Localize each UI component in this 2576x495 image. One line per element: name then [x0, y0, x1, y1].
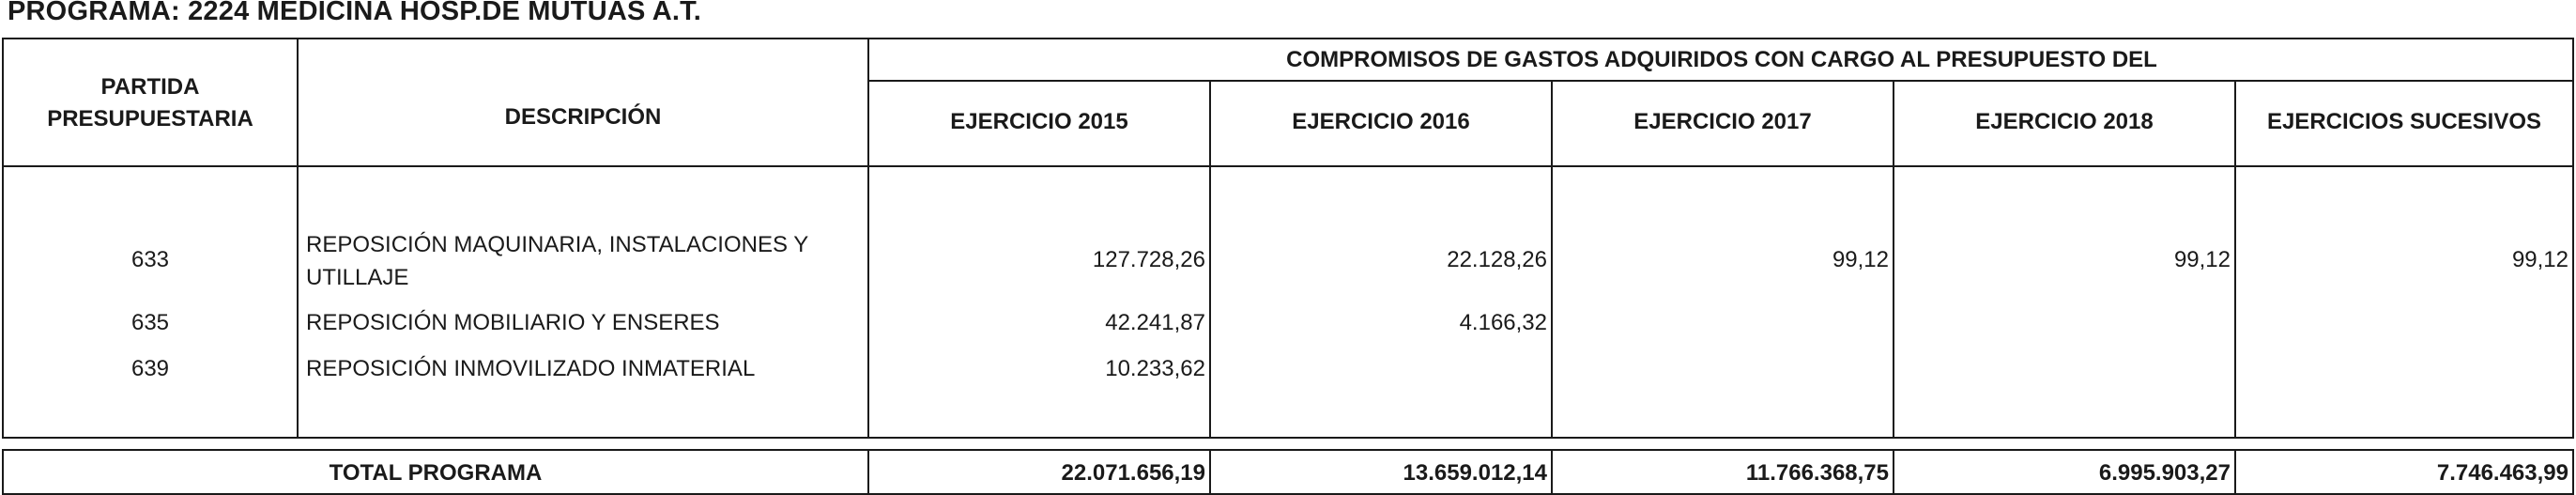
total-val-2015: 22.071.656,19 — [1061, 460, 1205, 486]
row-635-partida: 635 — [130, 310, 170, 335]
row-633-val-2017: 99,12 — [1832, 247, 1889, 272]
row-639-desc: REPOSICIÓN INMOVILIZADO INMATERIAL — [306, 356, 756, 381]
row-635-val-2015: 42.241,87 — [1105, 310, 1205, 335]
total-val-2016: 13.659.012,14 — [1403, 460, 1547, 486]
row-635-val-2016: 4.166,32 — [1459, 310, 1547, 335]
row-633-val-2018: 99,12 — [2173, 247, 2231, 272]
header-bottom-rule — [2, 165, 2574, 167]
row-633-val-2016: 22.128,26 — [1447, 247, 1547, 272]
col-divider — [297, 38, 299, 439]
program-title: PROGRAMA: 2224 MEDICINA HOSP.DE MUTUAS A.T. — [8, 0, 702, 26]
header-subrule — [867, 80, 2574, 82]
header-year-sucesivos: EJERCICIOS SUCESIVOS — [2266, 109, 2542, 134]
header-year-2016: EJERCICIO 2016 — [1292, 109, 1470, 134]
row-633-desc-line1: REPOSICIÓN MAQUINARIA, INSTALACIONES Y — [306, 232, 809, 257]
row-639-partida: 639 — [130, 356, 170, 381]
row-633-desc-line2: UTILLAJE — [306, 265, 409, 290]
total-label: TOTAL PROGRAMA — [329, 460, 543, 486]
header-partida-line2: PRESUPUESTARIA — [47, 106, 253, 131]
row-633-partida: 633 — [130, 247, 170, 272]
row-633-val-sucesivos: 99,12 — [2511, 247, 2568, 272]
row-639-val-2015: 10.233,62 — [1105, 356, 1205, 381]
row-635-desc: REPOSICIÓN MOBILIARIO Y ENSERES — [306, 310, 720, 335]
header-year-2017: EJERCICIO 2017 — [1633, 109, 1812, 134]
header-partida-line1: PARTIDA — [100, 74, 200, 100]
total-val-sucesivos: 7.746.463,99 — [2436, 460, 2568, 486]
total-val-2017: 11.766.368,75 — [1745, 460, 1889, 486]
header-year-2015: EJERCICIO 2015 — [950, 109, 1128, 134]
header-descripcion: DESCRIPCIÓN — [504, 104, 662, 130]
header-year-2018: EJERCICIO 2018 — [1975, 109, 2154, 134]
header-partida — [4, 71, 297, 135]
row-633-val-2015: 127.728,26 — [1092, 247, 1205, 272]
total-val-2018: 6.995.903,27 — [2098, 460, 2231, 486]
header-compromisos: COMPROMISOS DE GASTOS ADQUIRIDOS CON CARGO AL PRESUPUESTO DEL — [1286, 47, 2157, 72]
